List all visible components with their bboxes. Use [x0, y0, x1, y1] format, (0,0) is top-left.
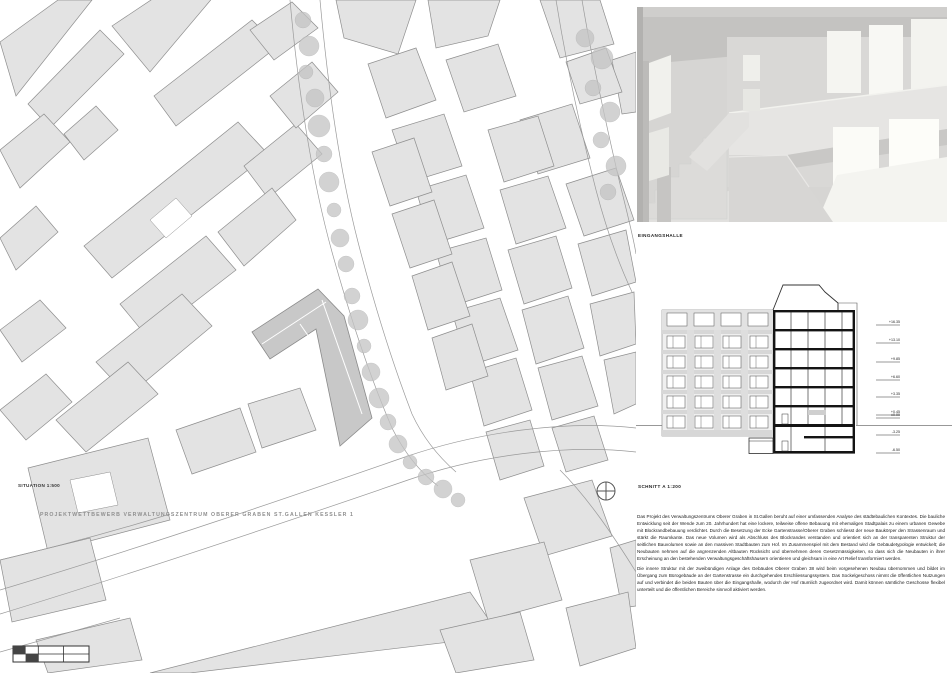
level-annotation: -6.50	[891, 447, 900, 452]
level-annotation: +13.10	[888, 337, 900, 342]
level-annotation: +3.35	[890, 391, 900, 396]
render-image	[637, 7, 947, 222]
north-symbol-icon	[597, 482, 615, 500]
level-annotation: +9.85	[890, 356, 900, 361]
render-caption: EINGANGSHALLE	[638, 233, 684, 238]
description-paragraph: Das Projekt des Verwaltungszentrums Oberer Graben in St.Gallen beruht auf einer umfassenden Analyse des städtebaulichen Kontextes. Die bauliche Entwicklung seit der Wende zum 20. Jahrhundert hat eine lockere, teilweise offene Bebauung mit ehemaligen Stadtpalais zu einem urbanen Gewebe mit Blockrandbebauung verdichtet. Durch die Besetzung der Ecke Gartenstrasse/Oberer Graben schliesst der neue Baukörper den Strassenraum und stärkt die Raumkante. Das neue Volumen wird als Abschluss des Blockrandes verstanden und orientiert sich an der transparenten Struktur der seitlichen Bauvolumen sowie an den massiven Stadtbauten zum Hof. Im Zusammenspiel mit dem Bestand wird die Gebäudetypologie entwickelt; die Neubauten nehmen auf die angrenzenden Altbauten Rücksicht und übernehmen deren Gesetzmässigkeiten, so dass sich die Neubauten in ihrer Erscheinung an den bestehenden Verwaltungsgeschäftshäusern orientieren und gleichsam in eine Art Relief transformiert werden.	[637, 514, 945, 561]
project-title: PROJEKTWETTBEWERB VERWALTUNGSZENTRUM OBERER GRABEN ST.GALLEN KESSLER 1	[40, 512, 355, 518]
facade-elevation	[662, 310, 773, 436]
situation-label: SITUATION 1:500	[18, 483, 60, 488]
level-annotation: ±0.00	[891, 413, 900, 418]
section-drawing	[636, 275, 952, 480]
level-annotation: +0.45	[890, 409, 900, 414]
level-annotation: +16.35	[888, 319, 900, 324]
interior-render	[637, 7, 947, 222]
scale-bar	[13, 646, 89, 662]
section-drawing-svg	[636, 275, 952, 480]
project-description	[637, 514, 945, 597]
description-paragraph: Die innere Struktur mit der zweibündigen Anlage des Gebäudes Oberer Graben 38 wird beim vorgesehenen Neubau übernommen und bildet im Übergang zum Bürogebäude an der Gartenstrasse ein durchgehendes Erschliessungssystem. Das Sockelgeschoss nimmt die öffentlichen Nutzungen auf und verbindet die beiden Bauten über die Eingangshalle, wodurch der Hof räumlich zugeordnet wird. Damit können sämtliche Geschosse flexibel unterteilt und die öffentlichen Bereiche sinnvoll aktiviert werden.	[637, 565, 945, 592]
level-annotation: -3.25	[891, 429, 900, 434]
section-caption: SCHNITT A 1:200	[638, 484, 682, 489]
level-annotation: +6.60	[890, 374, 900, 379]
